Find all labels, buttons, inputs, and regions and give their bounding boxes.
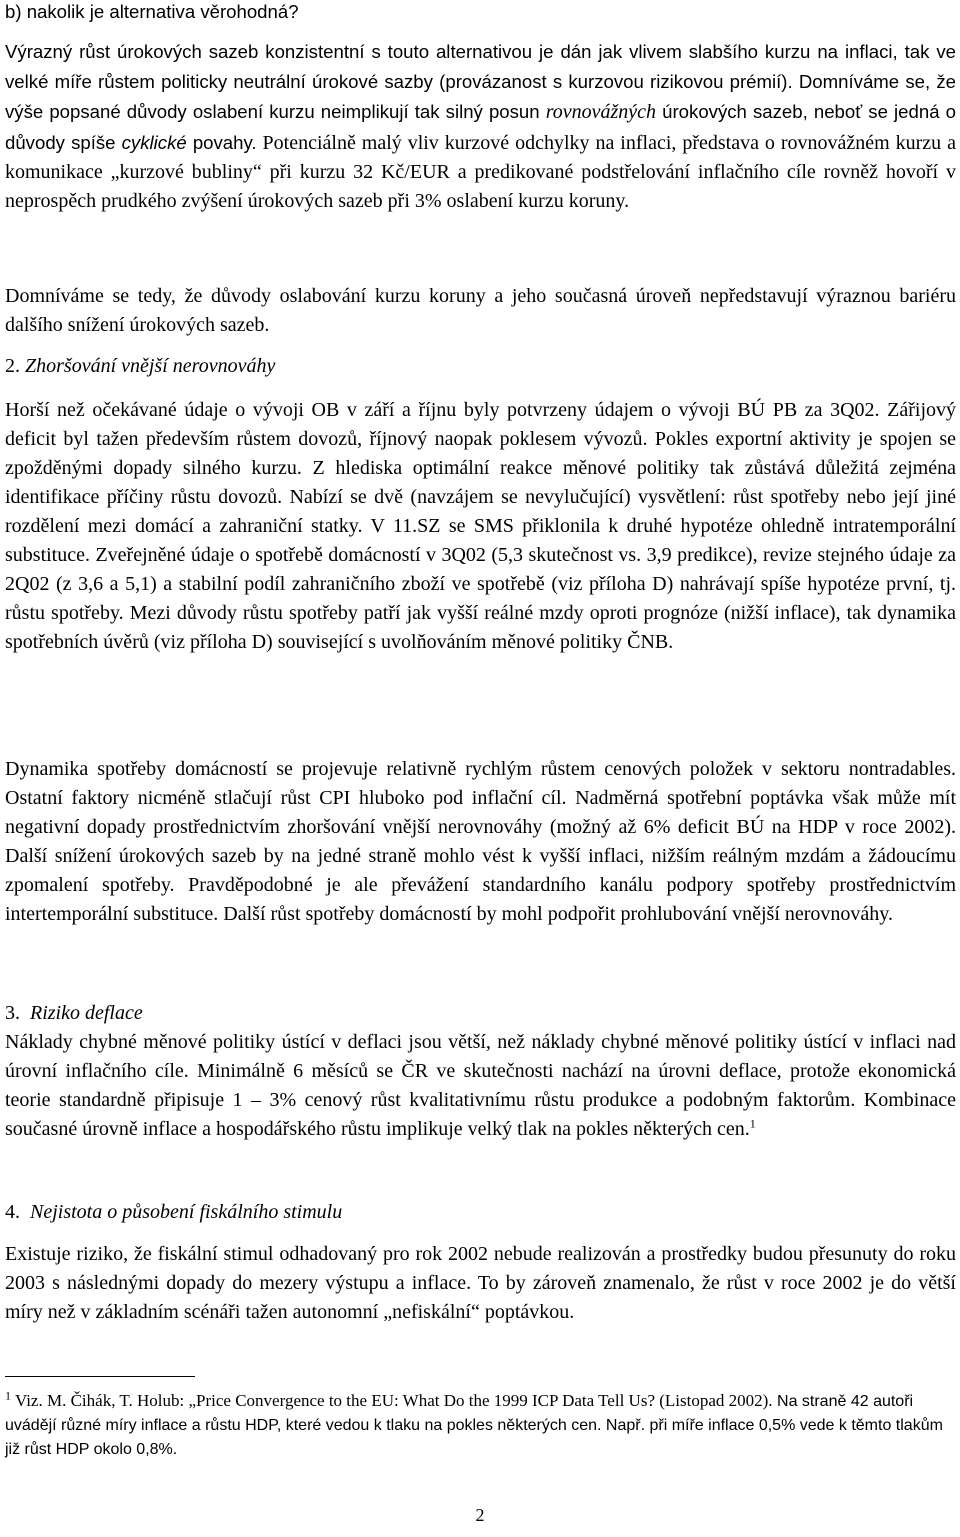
- section-4-paragraph-1: Existuje riziko, že fiskální stimul odhadovaný pro rok 2002 nebude realizován a prostředky budou přesunuty do roku 2003 s následnými dopady do mezery výstupu a inflace. To by zároveň znamenalo, že růst v roce 2002 je do větší míry než v základním scénáři tažen autonomní „nefiskální“ poptávkou.: [5, 1243, 956, 1323]
- section-2-paragraph-2: Dynamika spotřeby domácností se projevuje relativně rychlým růstem cenových položek v sektoru nontradables. Ostatní faktory nicméně stlačují růst CPI hluboko pod inflační cíl. Nadměrná spotřební poptávka však může mít negativní dopady prostřednictvím zhoršování vnější nerovnováhy (možný až 6% deficit BÚ na HDP v roce 2002). Další snížení úrokových sazeb by na jedné straně mohlo vést k vyšší inflaci, nižším reálným mzdám a žádoucímu zpomalení spotřeby. Pravděpodobné je ale převážení standardního kanálu podpory spotřeby prostřednictvím intertemporální substituce. Další růst spotřeby domácností by mohl podpořit prohlubování vnější nerovnováhy.: [5, 758, 956, 925]
- footnote-divider: [5, 1376, 195, 1377]
- section-number: 4.: [5, 1201, 20, 1223]
- section-3-paragraph-1: Náklady chybné měnové politiky ústící v deflaci jsou větší, než náklady chybné měnové politiky ústící v inflaci nad úrovní inflačního cíle. Minimálně 6 měsíců se ČR ve skutečnosti nachází na úrovni deflace, protože ekonomická teorie standardně připisuje 1 – 3% cenový růst kvalitativnímu růstu produkce a podobným faktorům. Kombinace současné úrovně inflace a hospodářského růstu implikuje velký tlak na pokles některých cen.$^1$: [5, 1031, 956, 1140]
- paragraph-text: povahy.: [186, 131, 257, 153]
- section-3-heading: [5, 999, 956, 1028]
- emphasis: cyklické: [121, 131, 187, 153]
- paragraph-text: úrokových sazeb, neboť se jedná o důvody spíše: [5, 101, 956, 153]
- section-title: Zhoršování vnější nerovnováhy: [25, 355, 276, 377]
- footnote-reference: 1: [749, 1116, 756, 1131]
- section-2-paragraph-1: Horší než očekávané údaje o vývoji OB v září a říjnu byly potvrzeny údajem o vývoji BÚ PB za 3Q02. Zářijový deficit byl tažen především růstem dovozů, říjnový naopak poklesem vývozů. Pokles exportní aktivity je spojen se zpožděnými dopady silného kurzu. Z hlediska optimální reakce měnové politiky tak zůstává důležitá zejména identifikace příčiny růstu dovozů. Nabízí se dvě (navzájem se nevylučující) vysvětlení: růst spotřeby nebo její jiné rozdělení mezi domácí a zahraniční statky. V 11.SZ se SMS přiklonila k druhé hypotéze ohledně intratemporální substituce. Zveřejněné údaje o spotřebě domácností v 3Q02 (5,3 skutečnost vs. 3,9 predikce), revize stejného údaje za 2Q02 (z 3,6 a 5,1) a stabilní podíl zahraničního zboží ve spotřebě (viz příloha D) nahrávají spíše hypotéze první, tj. růstu spotřeby. Mezi důvody růstu spotřeby patří jak vyšší reálné mzdy oproti prognóze (nižší inflace), tak dynamika spotřebních úvěrů (viz příloha D) související s uvolňováním měnové politiky ČNB.: [5, 399, 956, 653]
- section-number: 2.: [5, 355, 20, 377]
- footnote-marker: 1: [5, 1388, 11, 1403]
- footnote: [5, 1389, 956, 1462]
- emphasis: rovnovážných: [545, 101, 657, 124]
- footnote-text: Na straně 42 autoři uvádějí různé míry inflace a růstu HDP, které vedou k tlaku na pokles některých cen. Např. při míře inflace 0,5% vede k těmto tlakům již růst HDP okolo 0,8%.: [5, 1393, 943, 1458]
- section-4-heading: [5, 1198, 956, 1227]
- section-b-paragraph-1: [5, 37, 956, 216]
- paragraph-text: Výrazný růst úrokových sazeb konzistentní s touto alternativou je dán jak vlivem slabšího kurzu na inflaci, tak ve velké míře růstem politicky neutrální úrokové sazby (provázanost s kurzovou rizikovou prémií). Domníváme se, že výše popsané důvody oslabení kurzu neimplikují tak silný posun: [5, 41, 956, 123]
- section-number: 3.: [5, 1002, 20, 1024]
- section-b-paragraph-2: Domníváme se tedy, že důvody oslabování kurzu koruny a jeho současná úroveň nepředstavují výraznou bariéru dalšího snížení úrokových sazeb.: [5, 285, 956, 336]
- section-b-heading: b) nakolik je alternativa věrohodná?: [5, 1, 299, 22]
- paragraph-text: Potenciálně malý vliv kurzové odchylky na inflaci, představa o rovnovážném kurzu a komunikace „kurzové bubliny“ při kurzu 32 Kč/EUR a predikované podstřelování inflačního cíle rovněž hovoří v neprospěch prudkého zvýšení úrokových sazeb při 3% oslabení kurzu koruny.: [5, 131, 956, 213]
- section-title: Riziko deflace: [30, 1002, 143, 1024]
- page-number: 2: [475, 1505, 485, 1525]
- section-title: Nejistota o působení fiskálního stimulu: [30, 1201, 343, 1223]
- footnote-text: Viz. M. Čihák, T. Holub: „Price Convergence to the EU: What Do the 1999 ICP Data Tell Us? (Listopad 2002).: [11, 1391, 773, 1410]
- section-2-heading: [5, 352, 956, 381]
